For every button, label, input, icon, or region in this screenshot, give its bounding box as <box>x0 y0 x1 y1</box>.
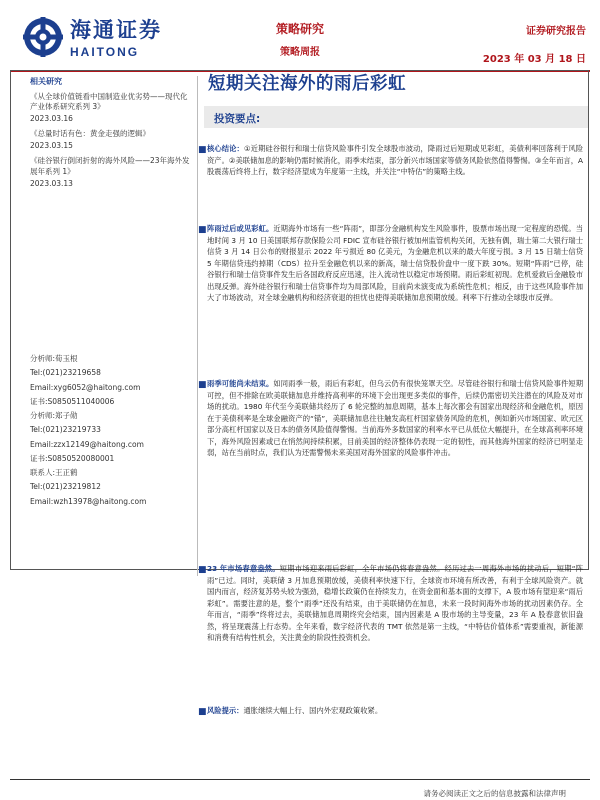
bullet-dot-icon: ■ <box>198 380 207 390</box>
related-report-title[interactable]: 《从全球价值链看中国制造业优劣势——现代化产业体系研究系列 3》 <box>30 91 188 112</box>
analyst-name: 分析师:荀玉根 <box>30 354 78 363</box>
analyst-certificate: 证书:S0850520080001 <box>30 453 115 463</box>
section-header-bar <box>204 106 588 128</box>
report-subcategory: 策略周报 <box>280 47 320 58</box>
logo-chinese-name: 海通证券 <box>70 17 162 42</box>
bullet-dot-icon: ■ <box>198 145 207 155</box>
bullet-dot-icon: ■ <box>198 707 207 717</box>
analyst-email[interactable]: Email:zzx12149@haitong.com <box>30 439 144 449</box>
analyst-name: 分析师:郑子勋 <box>30 411 78 420</box>
analyst-email[interactable]: Email:xyg6052@haitong.com <box>30 382 141 392</box>
footer-divider <box>10 779 590 780</box>
haitong-emblem-icon <box>22 16 64 58</box>
related-report-date: 2023.03.16 <box>30 114 73 124</box>
related-report-date: 2023.03.13 <box>30 178 73 188</box>
related-research-title: 相关研究 <box>30 77 62 86</box>
bullet-text: 如同雨季一般，雨后有彩虹，但乌云仍有很快笼罩天空。尽管硅谷银行和瑞士信贷风险事件短期可控，但不排除在欧美联储加息并维持高利率的环境下会出现更多类似的事件，后续仍需密切关注潜在的风险及对市场的扰动。1980 年代至今美联储共经历了 6 轮完整的加息周期，基本上每次都会有国家出现经济和金融危机，原因在于美债利率是全球金融资产的“锚”，美联储加息往往触发高杠杆国家债务风险的危机，例如新兴市场国家、欧元区部分高杠杆国家以及日本的债务风险值得警惕。当前海外多数国家的利率水平已从低位大幅提升，在全球高利率环境下，海外风险因素或已在悄然间持续积累，目前美国的经济整体仍表现一定的韧性，而其他海外国家的经济已明显走弱，站在当前时点，我们认为还需警惕未来美国对海外国家的风险事件冲击。 <box>207 379 584 458</box>
bullet-text: 近期海外市场有一些“阵雨”，即部分金融机构发生风险事件，股票市场出现一定程度的恐慌。当地时间 3 月 10 日美国联邦存款保险公司 FDIC 宣布硅谷银行被加州监管机构关闭，无独有偶，瑞士第二大银行瑞士信贷 3 月 14 日公布的财报显示 2022 年亏损近 80 亿美元，为金融危机以来的最大年度亏损。3 月 15 日瑞士信贷 5 年期信贷违约掉期（CDS）拉升至金融危机以来的新高，瑞士信贷股价盘中一度下跌 30%。短期“阵雨”已停，硅谷银行和瑞士信贷事件发生后各国政府反应迅速，注入流动性以稳定市场预期。雨后彩虹初现。危机爱救后金融股市出现反弹。海外硅谷银行和瑞士信贷事件均为局部风险，目前尚未演变成为系统性危机；相反，由于这些风险事件加大了市场波动，对全球金融机构和经济衰退的担忧也使得美联储加息预期放缓。利率下行推动全球股市反弹。 <box>207 224 584 303</box>
bullet-keyword: 23 年市场春意盎然。 <box>207 564 280 573</box>
analyst-tel: Tel:(021)23219733 <box>30 425 101 435</box>
bullet-keyword: 风险提示： <box>207 706 244 715</box>
report-category: 策略研究 <box>275 22 324 36</box>
bullet-rain-season <box>198 378 584 459</box>
related-research-panel <box>30 76 190 194</box>
related-report-title[interactable]: 《总量时话有色：黄金走强的逻辑》 <box>30 129 150 139</box>
contact-tel: Tel:(021)23219812 <box>30 482 101 492</box>
bullet-keyword: 核心结论： <box>207 144 244 153</box>
report-type: 证券研究报告 <box>526 26 586 37</box>
report-title: 短期关注海外的雨后彩虹 <box>208 74 406 94</box>
bullet-text: 短期市场迎来雨后彩虹，全年市场仍将春意盎然。经历过去一周海外市场的扰动后，短期“阵雨”已过。同时，美联储 3 月加息预期放缓，美债利率快速下行，全球资市环境有所改善，有利于全球风险资产。就国内而言，经济复苏势头较为强劲，稳增长政策仍在持续发力，在资金面和基本面的支撑下，A 股市场有望迎来“雨后彩虹”。需要注意的是，整个“雨季”还没有结束，由于美联储仍在加息，未来一段时间海外市场的扰动因素仍存。全年而言，“雨季”终将过去，美联储加息周期终究会结束，国内因素是 A 股市场的主导变量，23 年 A 股春意依旧盎然，将呈现震荡上行态势。全年来看，数字经济代表的 TMT 依然是第一主线，“中特估价值体系”需要重视，新能源和消费有结构性机会，关注黄金的阶段性投资机会。 <box>207 564 583 643</box>
report-header <box>0 0 600 70</box>
related-report-date: 2023.03.15 <box>30 141 73 151</box>
bullet-rainbow-after-rain <box>198 223 584 304</box>
bullet-dot-icon: ■ <box>198 225 207 235</box>
bullet-keyword: 雨季可能尚未结束。 <box>207 379 274 388</box>
logo-english-name: HAITONG <box>70 45 140 59</box>
contact-name: 联系人:王正鹤 <box>30 468 78 477</box>
contact-email[interactable]: Email:wzh13978@haitong.com <box>30 496 147 506</box>
bullet-dot-icon: ■ <box>198 565 207 575</box>
bullet-risk-warning <box>198 705 583 717</box>
analyst-contacts <box>30 352 190 509</box>
section-label: 投资要点: <box>214 113 261 125</box>
report-date: 2023 年 03 月 18 日 <box>482 54 586 65</box>
bullet-core-conclusion <box>198 143 583 178</box>
analyst-tel: Tel:(021)23219658 <box>30 368 101 378</box>
bullet-text: 通胀继续大幅上行、国内外宏观政策收紧。 <box>243 706 383 715</box>
haitong-logo <box>22 14 162 59</box>
bullet-keyword: 阵雨过后或见彩虹。 <box>207 224 274 233</box>
bullet-market-outlook <box>198 563 583 644</box>
related-report-title[interactable]: 《硅谷银行倒闭折射的海外风险——23年海外发展年系列 1》 <box>30 155 190 176</box>
footer-disclaimer: 请务必阅读正文之后的信息披露和法律声明 <box>423 789 566 798</box>
bullet-text: ①近期硅谷银行和瑞士信贷风险事件引发全球股市波动，降雨过后短期或见彩虹，美债利率回落利于风险资产。②美联储加息的影响仍需时候消化，雨季未结束，部分新兴市场国家等债务风险依然值得警惕。③全年而言，A 股震荡后终将上行，数字经济望成为年度第一主线，并关注“中特估”的策略主线。 <box>207 144 583 177</box>
analyst-certificate: 证书:S0850511040006 <box>30 396 115 406</box>
